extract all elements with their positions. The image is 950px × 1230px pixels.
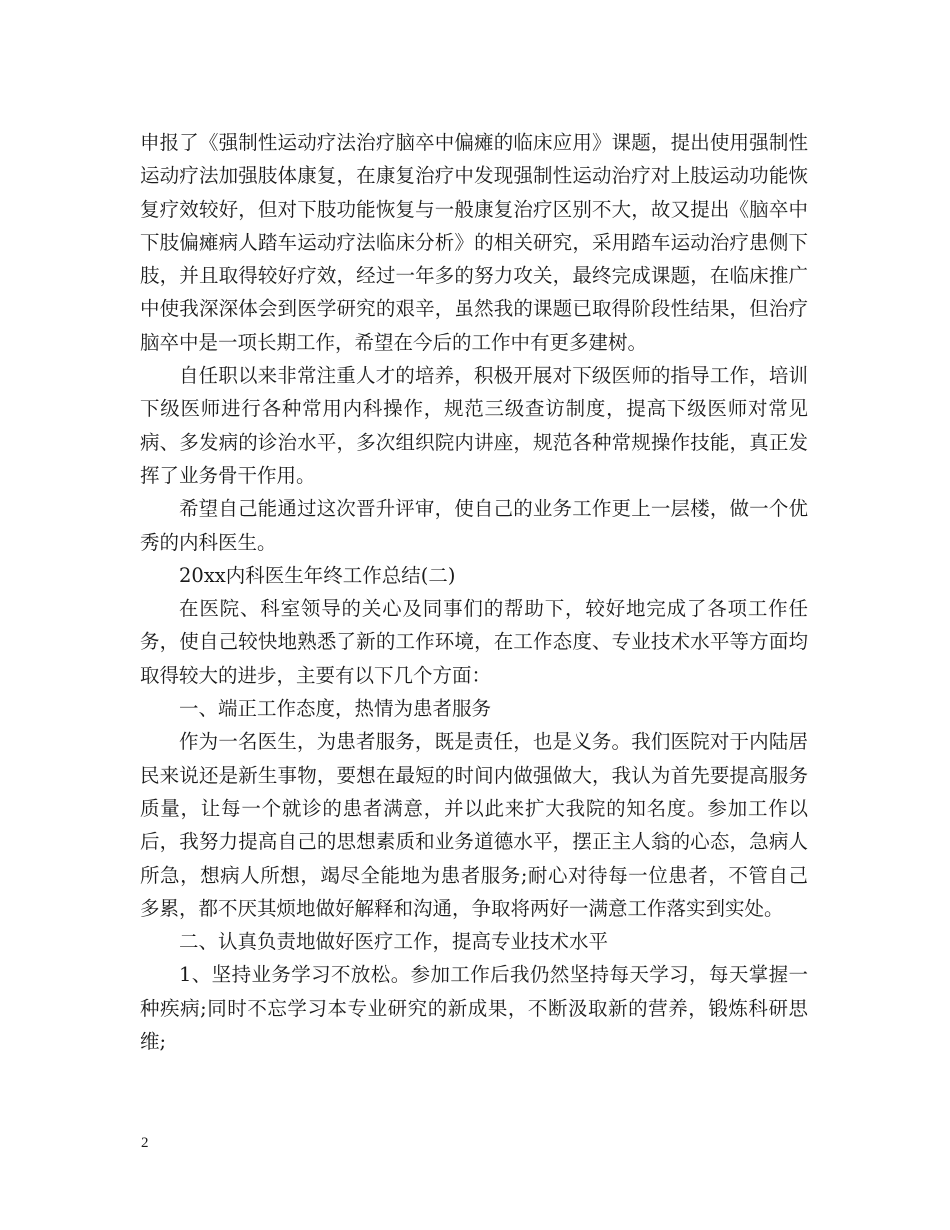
heading-attitude: 一、端正工作态度，热情为患者服务 (179, 697, 492, 721)
paragraph-promotion-hope: 希望自己能通过这次晋升评审，使自己的业务工作更上一层楼，做一个优秀的内科医生。 (140, 497, 808, 554)
heading-medical-work: 二、认真负责地做好医疗工作，提高专业技术水平 (179, 930, 609, 954)
paragraph-training: 自任职以来非常注重人才的培养，积极开展对下级医师的指导工作，培训下级医师进行各种常用内科操作，规范三级查访制度，提高下级医师对常见病、多发病的诊治水平，多次组织院内讲座，规范各种常规操作技能，真正发挥了业务骨干作用。 (140, 364, 808, 487)
section-title-summary-two: 20xx内科医生年终工作总结(二) (179, 563, 456, 587)
paragraph-intro: 在医院、科室领导的关心及同事们的帮助下，较好地完成了各项工作任务，使自己较快地熟悉了新的工作环境，在工作态度、专业技术水平等方面均取得较大的进步，主要有以下几个方面： (140, 597, 808, 687)
page-number: 2 (141, 1135, 149, 1151)
document-body (140, 126, 808, 1058)
paragraph-service: 作为一名医生，为患者服务，既是责任，也是义务。我们医院对于内陆居民来说还是新生事物，要想在最短的时间内做强做大，我认为首先要提高服务质量，让每一个就诊的患者满意，并以此来扩大我院的知名度。参加工作以后，我努力提高自己的思想素质和业务道德水平，摆正主人翁的心态，急病人所急，想病人所想，竭尽全能地为患者服务;耐心对待每一位患者，不管自己多累，都不厌其烦地做好解释和沟通，争取将两好一满意工作落实到实处。 (140, 730, 808, 920)
paragraph-study: 1、坚持业务学习不放松。参加工作后我仍然坚持每天学习，每天掌握一种疾病;同时不忘学习本专业研究的新成果，不断汲取新的营养，锻炼科研思维; (140, 963, 808, 1054)
paragraph-research: 申报了《强制性运动疗法治疗脑卒中偏瘫的临床应用》课题，提出使用强制性运动疗法加强肢体康复，在康复治疗中发现强制性运动治疗对上肢运动功能恢复疗效较好，但对下肢功能恢复与一般康复治疗区别不大，故又提出《脑卒中下肢偏瘫病人踏车运动疗法临床分析》的相关研究，采用踏车运动治疗患侧下肢，并且取得较好疗效，经过一年多的努力攻关，最终完成课题，在临床推广中使我深深体会到医学研究的艰辛，虽然我的课题已取得阶段性结果，但治疗脑卒中是一项长期工作，希望在今后的工作中有更多建树。 (140, 131, 808, 354)
